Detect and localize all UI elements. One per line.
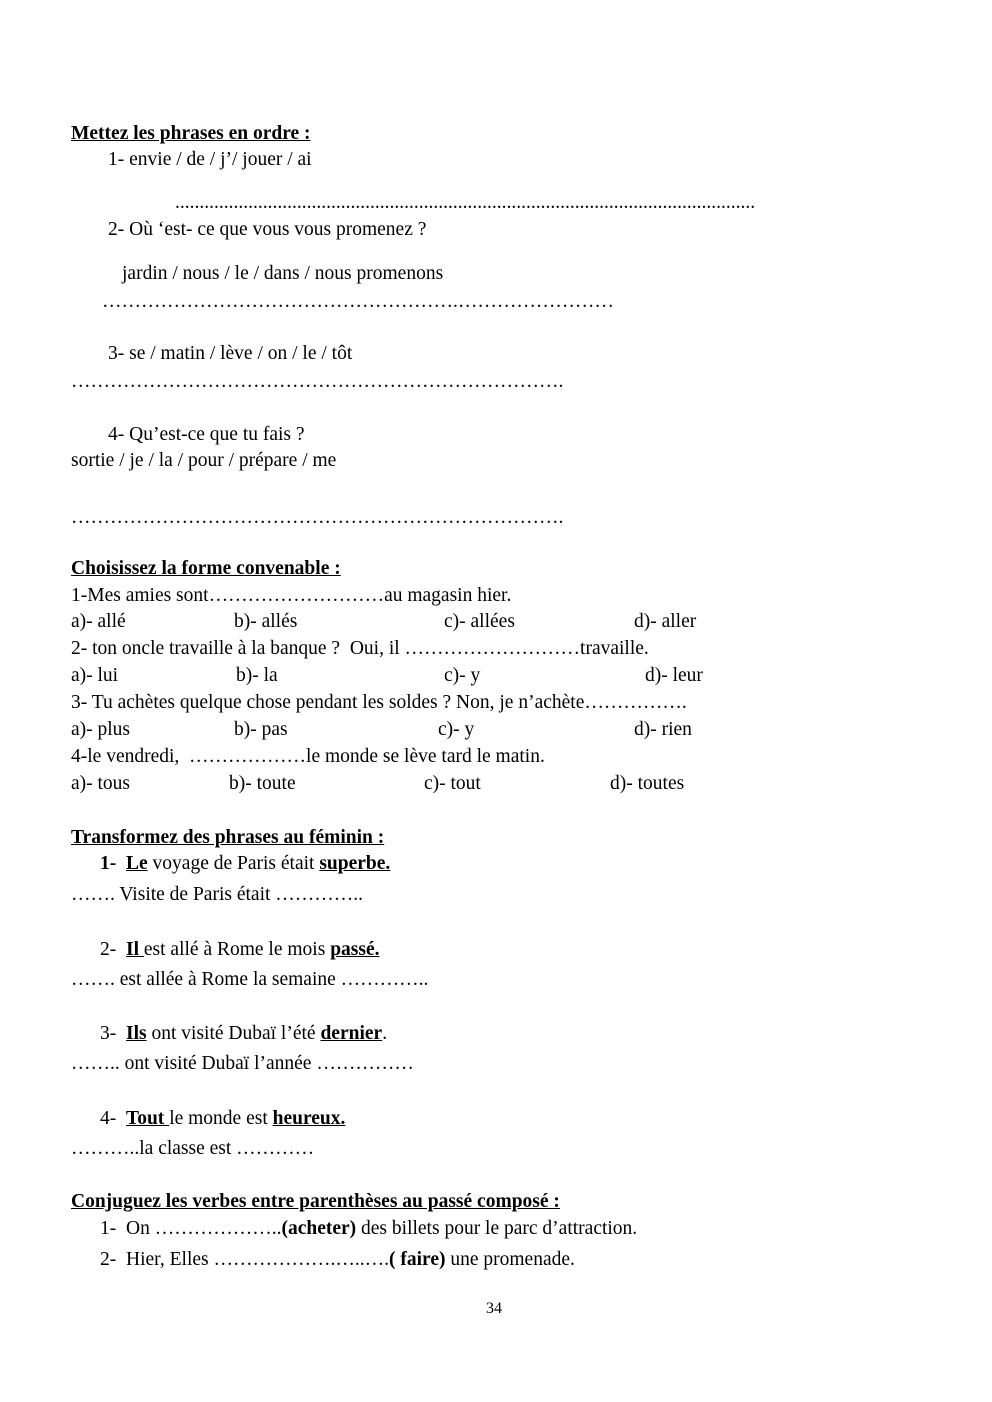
choice-question-4: 4-le vendredi, ………………le monde se lève tard le matin. xyxy=(71,746,545,767)
feminine-answer-4: ………..la classe est ………… xyxy=(71,1138,315,1159)
answer-line-4: …………………………………………………………………. xyxy=(71,507,564,528)
choice-question-1: 1-Mes amies sont………………………au magasin hier. xyxy=(71,585,512,606)
keyword-heureux: heureux. xyxy=(272,1108,346,1129)
choice-option-3d: d)- rien xyxy=(634,719,692,740)
choice-option-3c: c)- y xyxy=(438,719,475,740)
feminine-answer-1: ……. Visite de Paris était ………….. xyxy=(71,884,364,905)
item-end: . xyxy=(382,1023,388,1044)
reorder-item-1: 1- envie / de / j’/ jouer / ai xyxy=(108,149,312,170)
reorder-item-2: 2- Où ‘est- ce que vous vous promenez ? xyxy=(108,219,427,240)
feminine-item-2 xyxy=(100,940,380,960)
choice-option-1b: b)- allés xyxy=(234,611,298,632)
choice-option-1c: c)- allées xyxy=(444,611,515,632)
choice-option-3a: a)- plus xyxy=(71,719,131,740)
answer-line-3: …………………………………………………………………. xyxy=(71,371,564,392)
verb-faire: ( faire) xyxy=(388,1249,446,1270)
answer-line-1: ....................................................................................................................... xyxy=(175,192,756,213)
keyword-il: Il xyxy=(126,939,144,960)
item-number: 3- xyxy=(100,1023,117,1044)
choice-option-2c: c)- y xyxy=(444,665,481,686)
keyword-le: Le xyxy=(126,853,148,874)
choice-question-3: 3- Tu achètes quelque chose pendant les soldes ? Non, je n’achète……………. xyxy=(71,692,687,713)
reorder-item-3: 3- se / matin / lève / on / le / tôt xyxy=(108,343,353,364)
section-title-conjugate: Conjuguez les verbes entre parenthèses au passé composé : xyxy=(71,1191,560,1212)
item-text: est allé à Rome le mois xyxy=(143,939,331,960)
choice-option-4a: a)- tous xyxy=(71,773,131,794)
conjugate-item-2 xyxy=(100,1250,575,1270)
choice-option-1d: d)- aller xyxy=(634,611,697,632)
keyword-passe: passé. xyxy=(330,939,380,960)
item-number: 2- xyxy=(100,939,117,960)
feminine-item-4 xyxy=(100,1109,345,1129)
reorder-words-2: jardin / nous / le / dans / nous promenons xyxy=(122,263,444,284)
keyword-superbe: superbe. xyxy=(319,853,391,874)
item-text: voyage de Paris était xyxy=(147,853,320,874)
feminine-answer-2: ……. est allée à Rome la semaine ………….. xyxy=(71,969,429,990)
item-text: ont visité Dubaï l’été xyxy=(146,1023,321,1044)
item-prefix: 2- Hier, Elles ……………….…..…. xyxy=(100,1249,389,1270)
section-title-choose: Choisissez la forme convenable : xyxy=(71,558,341,579)
feminine-item-1 xyxy=(100,854,390,874)
feminine-answer-3: …….. ont visité Dubaï l’année …………… xyxy=(71,1053,414,1074)
page-number: 34 xyxy=(486,1300,502,1317)
reorder-item-4: 4- Qu’est-ce que tu fais ? xyxy=(108,424,305,445)
item-suffix: des billets pour le parc d’attraction. xyxy=(356,1218,638,1239)
choice-option-4b: b)- toute xyxy=(229,773,296,794)
item-prefix: 1- On ……………….. xyxy=(100,1218,282,1239)
section-title-reorder: Mettez les phrases en ordre : xyxy=(71,123,311,144)
conjugate-item-1 xyxy=(100,1219,637,1239)
choice-option-2d: d)- leur xyxy=(645,665,703,686)
keyword-dernier: dernier xyxy=(320,1023,383,1044)
item-number: 4- xyxy=(100,1108,117,1129)
choice-option-4d: d)- toutes xyxy=(610,773,685,794)
item-number: 1- xyxy=(100,853,117,874)
choice-option-4c: c)- tout xyxy=(424,773,481,794)
choice-question-2: 2- ton oncle travaille à la banque ? Oui, il ………………………travaille. xyxy=(71,638,649,659)
verb-acheter: (acheter) xyxy=(281,1218,357,1239)
section-title-feminine: Transformez des phrases au féminin : xyxy=(71,827,385,848)
choice-option-2a: a)- lui xyxy=(71,665,119,686)
feminine-item-3 xyxy=(100,1024,387,1044)
choice-option-2b: b)- la xyxy=(236,665,278,686)
reorder-words-4: sortie / je / la / pour / prépare / me xyxy=(71,450,337,471)
item-text: le monde est xyxy=(169,1108,273,1129)
item-suffix: une promenade. xyxy=(445,1249,575,1270)
keyword-tout: Tout xyxy=(126,1108,170,1129)
choice-option-3b: b)- pas xyxy=(234,719,288,740)
keyword-ils: Ils xyxy=(126,1023,147,1044)
choice-option-1a: a)- allé xyxy=(71,611,126,632)
answer-line-2: ……………………………………………….…………………… xyxy=(102,291,614,312)
